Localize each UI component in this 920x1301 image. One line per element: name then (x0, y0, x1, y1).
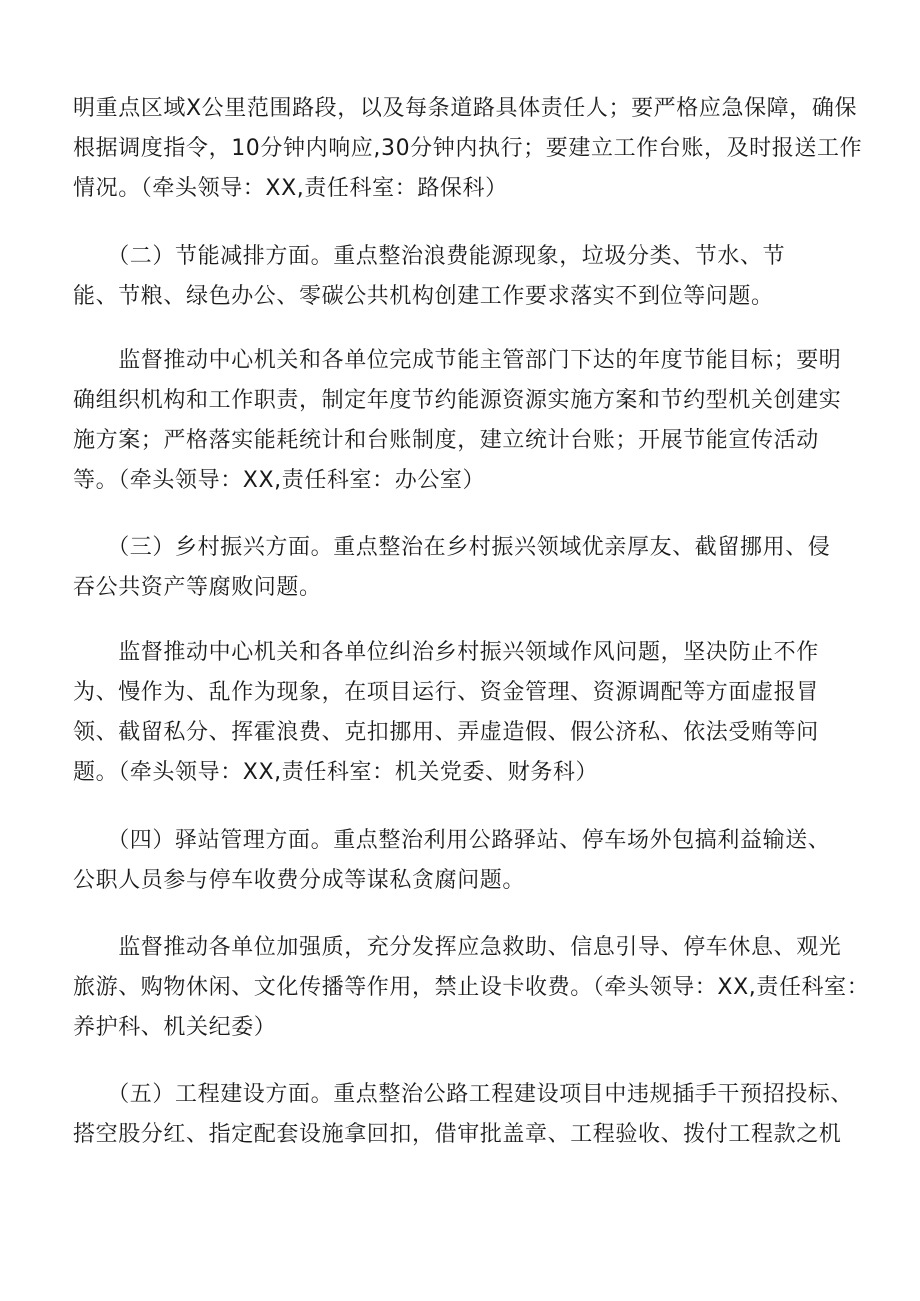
text-line: 公职人员参与停车收费分成等谋私贪腐问题。 (73, 868, 526, 893)
paragraph-energy-saving-body (73, 341, 873, 501)
text-line: 养护科、机关纪委） (73, 1015, 277, 1040)
text-line: 确组织机构和工作职责，制定年度节约能源资源实施方案和节约型机关创建实 (73, 388, 842, 413)
text-line: （四）驿站管理方面。重点整治利用公路驿站、停车场外包搞利益输送、 (73, 828, 831, 853)
text-line: 施方案；严格落实能耗统计和台账制度，建立统计台账；开展节能宣传活动 (73, 428, 819, 453)
section-heading-energy-saving (73, 237, 873, 317)
text-line: 情况。（牵头领导：XX,责任科室：路保科） (73, 176, 508, 201)
text-line: 明重点区域X公里范围路段，以及每条道路具体责任人；要严格应急保障，确保 (73, 96, 858, 121)
section-heading-station-management (73, 821, 873, 901)
section-heading-rural-revitalization (73, 528, 873, 608)
text-line: 题。（牵头领导：XX,责任科室：机关党委、财务科） (73, 760, 599, 785)
text-line: 领、截留私分、挥霍浪费、克扣挪用、弄虚造假、假公济私、依法受贿等问 (73, 720, 819, 745)
text-line: 吞公共资产等腐败问题。 (73, 575, 322, 600)
text-line: 监督推动中心机关和各单位纠治乡村振兴领域作风问题，坚决防止不作 (73, 640, 819, 665)
text-line: 等。（牵头领导：XX,责任科室：办公室） (73, 468, 486, 493)
text-line: 旅游、购物休闲、文化传播等作用，禁止设卡收费。（牵头领导：XX,责任科室： (73, 975, 870, 1000)
paragraph-station-management-body (73, 928, 873, 1048)
text-line: 搭空股分红、指定配套设施拿回扣，借审批盖章、工程验收、拨付工程款之机 (73, 1122, 842, 1147)
text-line: （三）乡村振兴方面。重点整治在乡村振兴领域优亲厚友、截留挪用、侵 (73, 535, 831, 560)
text-line: 为、慢作为、乱作为现象，在项目运行、资金管理、资源调配等方面虚报冒 (73, 680, 819, 705)
text-line: 监督推动各单位加强质，充分发挥应急救助、信息引导、停车休息、观光 (73, 935, 842, 960)
section-heading-engineering-construction (73, 1075, 873, 1155)
text-line: 能、节粮、绿色办公、零碳公共机构创建工作要求落实不到位等问题。 (73, 284, 774, 309)
text-line: （二）节能减排方面。重点整治浪费能源现象，垃圾分类、节水、节 (73, 244, 786, 269)
paragraph-rural-revitalization-body (73, 633, 873, 793)
text-line: （五）工程建设方面。重点整治公路工程建设项目中违规插手干预招投标、 (73, 1082, 854, 1107)
paragraph-continuation-1 (73, 89, 873, 209)
text-line: 根据调度指令，10分钟内响应,30分钟内执行；要建立工作台账，及时报送工作 (73, 136, 863, 161)
text-line: 监督推动中心机关和各单位完成节能主管部门下达的年度节能目标；要明 (73, 348, 842, 373)
